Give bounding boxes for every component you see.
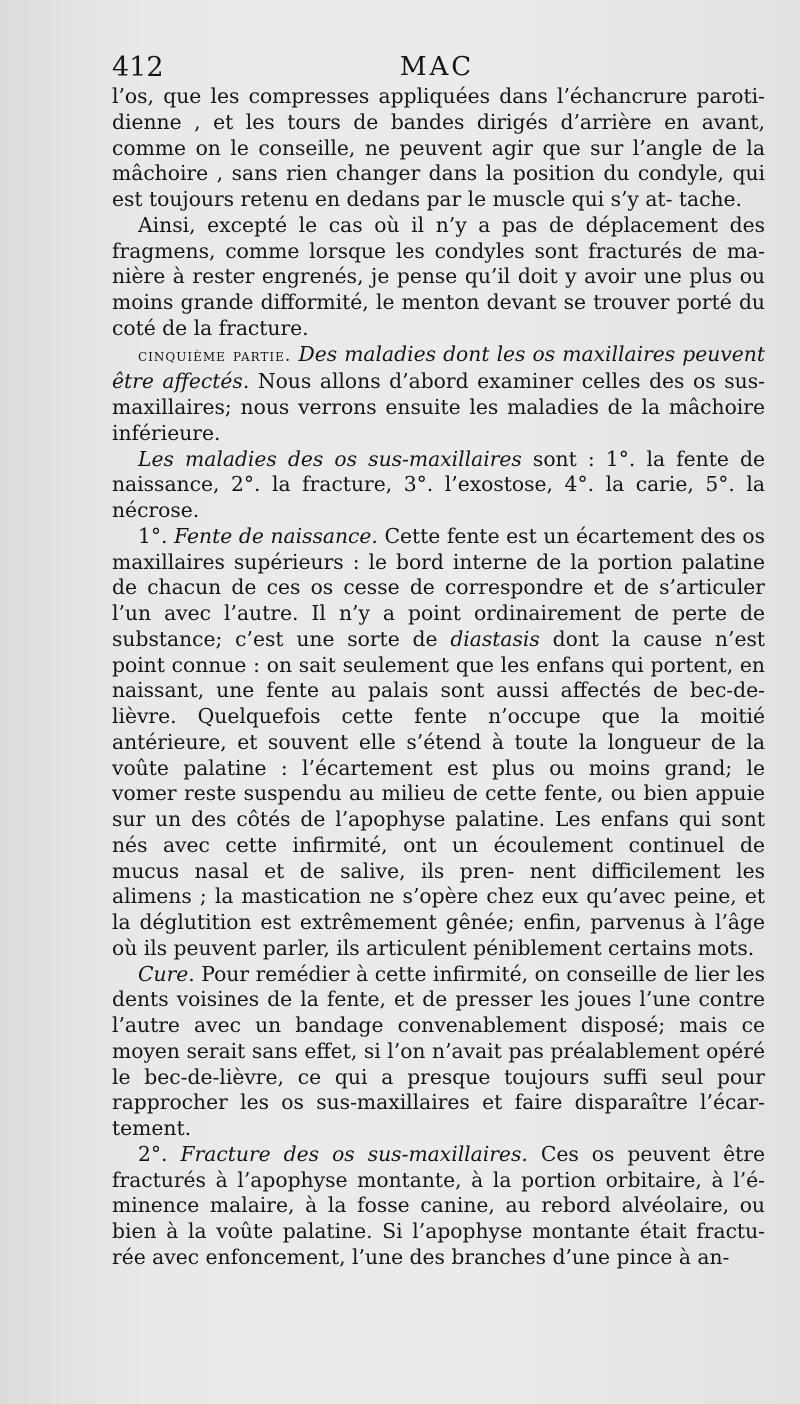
text-segment: sont : 1°. la fente de naissance, 2°. la fracture, 3°. l’exostose, 4°. la carie, 5°. la nécrose.	[112, 446, 766, 522]
text-segment: Les maladies des os sus-maxillaires	[138, 446, 522, 471]
text-segment: Ces os peuvent être fracturés à l’apophyse montante, à la portion orbitaire, à l’é- minence malaire, à la fosse canine, au rebord alvéolaire, ou bien à la voûte palatine. Si l’apophyse montante était fractu- rée avec enfoncement, l’une des branches d’une pince à an-	[112, 1141, 765, 1269]
paragraph-p3	[112, 342, 765, 447]
paragraph-p6	[112, 962, 765, 1142]
paragraph-p1	[112, 84, 765, 213]
text-segment: Cette fente est un écartement des os maxillaires supérieurs : le bord interne de la portion palatine de chacun de ces os cesse de correspondre et de s’articuler l’un avec l’autre. Il n’y a point ordinairement de perte de substance; c’est une sorte de	[112, 523, 765, 651]
running-title: MAC	[399, 52, 475, 82]
text-segment: 2°.	[138, 1141, 181, 1166]
text-segment: Pour remédier à cette infirmité, on conseille de lier les dents voisines de la fente, et de presser les joues l’une contre l’autre avec un bandage convenablement disposé; mais ce moyen serait sans effet, si l’on n’avait pas préalablement opéré le bec-de-lièvre, ce qui a presque toujours suffi seul pour rapprocher les os sus-maxillaires et faire disparaître l’écar- tement.	[112, 961, 765, 1140]
body-text	[112, 84, 765, 1271]
paragraph-p5	[112, 524, 765, 962]
paragraph-p2	[112, 213, 765, 342]
text-segment: cinquième partie.	[138, 345, 292, 366]
page-header	[112, 52, 762, 86]
text-segment: Des maladies dont les os maxillaires peuvent être affectés.	[112, 341, 765, 394]
text-segment: 1°.	[138, 523, 175, 548]
text-segment: Fente de naissance.	[174, 523, 378, 548]
text-segment: Fracture des os sus-maxillaires.	[180, 1141, 528, 1166]
text-segment: diastasis	[450, 626, 540, 651]
text-segment: Nous allons d’abord examiner celles des os sus-maxillaires; nous verrons ensuite les maladies de la mâchoire inférieure.	[112, 369, 765, 445]
paragraph-p4	[112, 447, 765, 524]
page-number: 412	[112, 52, 164, 83]
text-segment: Cure.	[138, 961, 195, 986]
text-segment: dont la cause n’est point connue : on sait seulement que les enfans qui portent, en naissant, une fente au palais sont aussi affectés de bec-de-lièvre. Quelquefois cette fente n’occupe que la moitié antérieure, et souvent elle s’étend à toute la longueur de la voûte palatine : l’écartement est plus ou moins grand; le vomer reste suspendu au milieu de cette fente, ou bien appuie sur un des côtés de l’apophyse palatine. Les enfans qui sont nés avec cette infirmité, ont un écoulement continuel de mucus nasal et de salive, ils pren- nent difficilement les alimens ; la mastication ne s’opère chez eux qu’avec peine, et la déglutition est extrêmement gênée; enfin, parvenus à l’âge où ils peuvent parler, ils articulent péniblement certains mots.	[112, 626, 766, 960]
text-segment: l’os, que les compresses appliquées dans l’échancrure paroti- dienne , et les tours de bandes dirigés d’arrière en avant, comme on le conseille, ne peuvent agir que sur l’angle de la mâchoire , sans rien changer dans la position du condyle, qui est toujours retenu en dedans par le muscle qui s’y at- tache.	[112, 84, 765, 211]
text-segment: Ainsi, excepté le cas où il n’y a pas de déplacement des fragmens, comme lorsque les condyles sont fracturés de ma- nière à rester engrenés, je pense qu’il doit y avoir une plus ou moins grande difformité, le menton devant se trouver porté du coté de la fracture.	[112, 212, 765, 340]
paragraph-p7	[112, 1142, 765, 1271]
